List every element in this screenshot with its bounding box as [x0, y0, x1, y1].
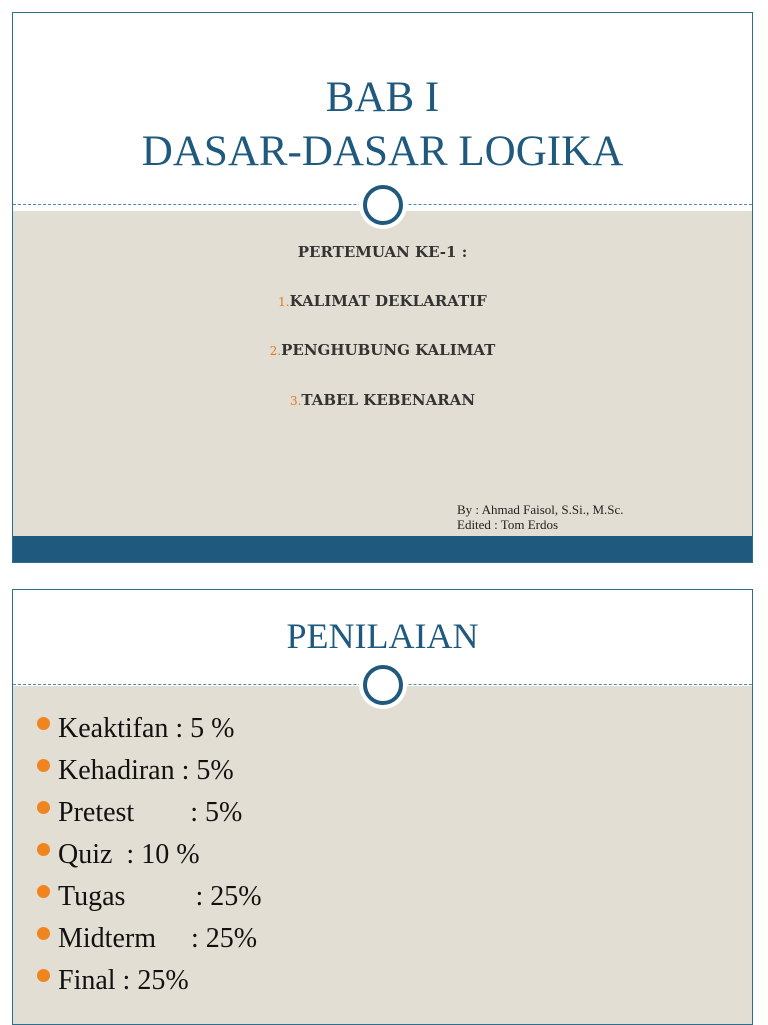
- topic-item-3: [13, 391, 752, 409]
- bullet-icon: [37, 759, 50, 772]
- list-item-text: Pretest : 5%: [58, 797, 243, 828]
- editor-line: Edited : Tom Erdos: [457, 517, 559, 532]
- slide-1: [12, 12, 753, 563]
- circle-ornament-icon: [363, 185, 403, 225]
- meeting-heading: PERTEMUAN KE-1 :: [297, 243, 468, 261]
- list-item-text: Keaktifan : 5 %: [58, 713, 235, 744]
- topic-number: 2.: [269, 344, 282, 358]
- list-item: [37, 750, 262, 792]
- topic-text: PENGHUBUNG KALIMAT: [281, 341, 496, 359]
- slide-2: [12, 589, 753, 1025]
- list-item-text: Final : 25%: [58, 965, 189, 996]
- circle-ornament-icon: [363, 665, 403, 705]
- slide-1-title: [13, 71, 752, 179]
- title-line-2: DASAR-DASAR LOGIKA: [141, 128, 624, 175]
- topic-text: KALIMAT DEKLARATIF: [289, 292, 487, 310]
- bullet-icon: [37, 717, 50, 730]
- bullet-icon: [37, 843, 50, 856]
- topic-item-2: [13, 341, 752, 359]
- list-item: [37, 834, 262, 876]
- topic-number: 3.: [289, 394, 302, 408]
- list-item-text: Quiz : 10 %: [58, 839, 200, 870]
- bullet-icon: [37, 801, 50, 814]
- list-item: [37, 918, 262, 960]
- title-line-1: BAB I: [325, 74, 440, 121]
- author-line: By : Ahmad Faisol, S.Si., M.Sc.: [457, 502, 624, 517]
- list-item: [37, 792, 262, 834]
- list-item: [37, 960, 262, 1002]
- topic-item-1: [13, 292, 752, 310]
- list-item-text: Kehadiran : 5%: [58, 755, 234, 786]
- bullet-icon: [37, 927, 50, 940]
- topic-number: 1.: [278, 295, 290, 309]
- bullet-icon: [37, 969, 50, 982]
- list-item-text: Midterm : 25%: [58, 923, 258, 954]
- author-credit: [457, 502, 624, 532]
- list-item: [37, 708, 262, 750]
- slide-1-title-area: [13, 13, 752, 211]
- topic-text: TABEL KEBENARAN: [301, 391, 476, 409]
- list-item-text: Tugas : 25%: [58, 881, 262, 912]
- grading-list: [37, 708, 262, 1002]
- footer-bar: [13, 536, 752, 562]
- slide-2-title: PENILAIAN: [286, 616, 479, 656]
- bullet-icon: [37, 885, 50, 898]
- list-item: [37, 876, 262, 918]
